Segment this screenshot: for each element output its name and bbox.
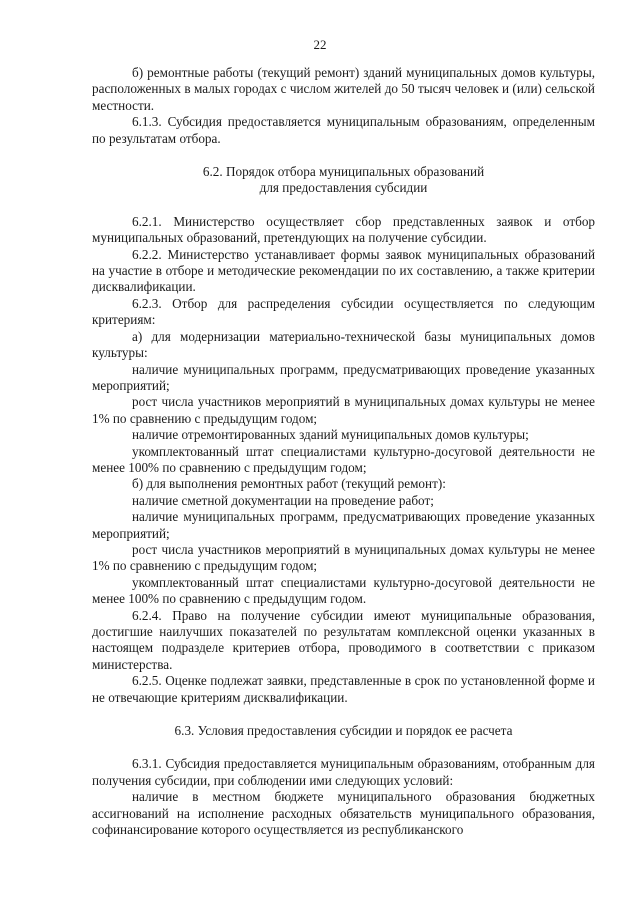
page-number: 22 bbox=[313, 37, 327, 52]
paragraph: наличие муниципальных программ, предусматривающих проведение указанных мероприятий; bbox=[92, 509, 595, 541]
paragraph: 6.2.2. Министерство устанавливает формы заявок муниципальных образований на участие в отборе и методические рекомендации по их составлению, а также критерии дисквалификации. bbox=[92, 246, 595, 295]
spacer bbox=[92, 706, 595, 723]
paragraph: 6.2.5. Оценке подлежат заявки, представленные в срок по установленной форме и не отвечающие критериям дисквалификации. bbox=[92, 673, 595, 705]
spacer bbox=[92, 147, 595, 164]
paragraph: наличие муниципальных программ, предусматривающих проведение указанных мероприятий; bbox=[92, 361, 595, 393]
paragraph: 6.2.1. Министерство осуществляет сбор представленных заявок и отбор муниципальных образований, претендующих на получение субсидии. bbox=[92, 213, 595, 246]
spacer bbox=[92, 739, 595, 756]
section-heading: 6.3. Условия предоставления субсидии и порядок ее расчета bbox=[174, 723, 513, 739]
paragraph: рост числа участников мероприятий в муниципальных домах культуры не менее 1% по сравнению с предыдущим годом; bbox=[92, 541, 595, 574]
paragraph: б) ремонтные работы (текущий ремонт) зданий муниципальных домов культуры, расположенных в малых городах с числом жителей до 50 тысяч человек и (или) сельской местности. bbox=[92, 65, 595, 113]
paragraph: 6.2.4. Право на получение субсидии имеют муниципальные образования, достигшие наилучших показателей по результатам комплексной оценки указанных в настоящем подразделе критериев отбора, проводимого в соответствии с приказом министерства. bbox=[92, 607, 595, 672]
document-body bbox=[92, 65, 595, 838]
paragraph: наличие сметной документации на проведение работ; bbox=[132, 492, 434, 508]
paragraph: наличие отремонтированных зданий муниципальных домов культуры; bbox=[132, 427, 529, 443]
section-heading-line2: для предоставления субсидии bbox=[259, 180, 428, 196]
paragraph: рост числа участников мероприятий в муниципальных домах культуры не менее 1% по сравнению с предыдущим годом; bbox=[92, 394, 595, 426]
spacer bbox=[92, 197, 595, 214]
paragraph: 6.2.3. Отбор для распределения субсидии осуществляется по следующим критериям: bbox=[92, 295, 595, 328]
paragraph: 6.3.1. Субсидия предоставляется муниципальным образованиям, отобранным для получения субсидии, при соблюдении ими следующих условий: bbox=[92, 756, 595, 788]
section-heading: 6.2. Порядок отбора муниципальных образований bbox=[202, 164, 485, 180]
paragraph: 6.1.3. Субсидия предоставляется муниципальным образованиям, определенным по результатам отбора. bbox=[92, 114, 595, 146]
paragraph: а) для модернизации материально-технической базы муниципальных домов культуры: bbox=[92, 328, 595, 361]
paragraph: укомплектованный штат специалистами культурно-досуговой деятельности не менее 100% по сравнению с предыдущим годом; bbox=[92, 443, 595, 475]
paragraph: укомплектованный штат специалистами культурно-досуговой деятельности не менее 100% по сравнению с предыдущим годом. bbox=[92, 574, 595, 607]
paragraph: наличие в местном бюджете муниципального образования бюджетных ассигнований на исполнение расходных обязательств муниципального образования, софинансирование которого осуществляется из республиканского bbox=[92, 789, 595, 838]
paragraph: б) для выполнения ремонтных работ (текущий ремонт): bbox=[132, 476, 446, 492]
